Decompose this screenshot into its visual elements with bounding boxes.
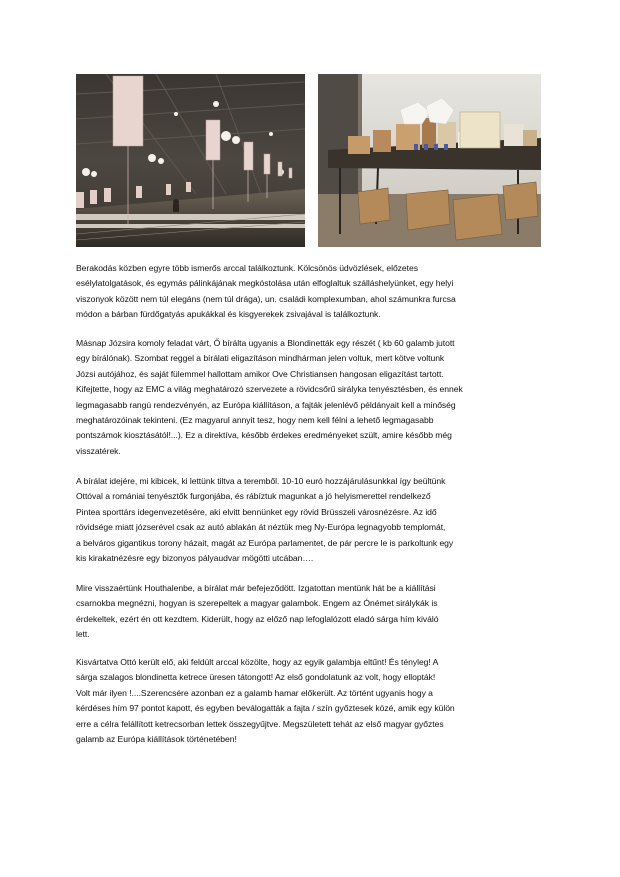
paragraph-line: Kifejtette, hogy az EMC a világ meghatározó szervezete a rövidcsőrű sirályka tenyésztésben, és ennek [76,384,463,395]
paragraph-line: Mire visszaértünk Houthalenbe, a bírálat már befejeződött. Izgatottan mentünk hát be a kiállítási [76,583,436,593]
paragraph-3 [76,474,546,566]
paragraph-line: Józsi autójához, és saját fülemmel hallottam amikor Ove Christiansen hangosan eligazítást tartott. [76,368,444,379]
paragraph-line: pontszámok kiosztásától!...). Ez a direktíva, később érdekes eredményeket szült, amire később még [76,430,452,441]
paragraph-line: lett. [76,629,90,640]
paragraph-line: a belváros gigantikus torony házait, magát az Európa parlamentet, de pár percre le is parkoltunk egy [76,537,454,548]
paragraph-line: rövidsége miatt józserével csak az autó ablakán át néztük meg Ny-Európa legnagyobb templomát, [76,522,446,533]
paragraph-line: esélylatolgatások, és egymás pálinkájának megkóstolása után elfoglaltuk szálláshelyünket, egy helyi [76,278,454,289]
paragraph-line: egy bírálónak). Szombat reggel a bírálati eligazításon mindhárman jelen voltuk, mert kötve voltunk [76,353,445,364]
paragraph-line: Berakodás közben egyre több ismerős arccal találkoztunk. Kölcsönös üdvözlések, előzetes [76,263,418,273]
paragraph-line: csarnokba megnézni, hogyan is szerepeltek a magyar galambok. Engem az Ónémet sirálykák is [76,598,438,609]
paragraph-line: viszonyok között nem túl elegáns (nem túl drága), un. családi komplexumban, ahol számunkra furcsa [76,293,456,304]
exhibition-hall-image [76,74,305,247]
supplies-table-image [318,74,541,247]
exhibition-hall-photo [76,74,305,247]
paragraph-line: legmagasabb rangú rendezvényén, az Európa kiállításon, a fajták jelenlévő példányait kell a minőség [76,399,456,410]
paragraph-2 [76,336,546,459]
paragraph-line: módon a bárban fürdőgatyás apukákkal és kisgyerekek zsivajával is találkoztunk. [76,309,381,320]
paragraph-line: Másnap Józsira komoly feladat várt, Ő bírálta ugyanis a Blondinetták egy részét ( kb 60 galamb jutott [76,338,455,348]
paragraph-line: A bírálat idejére, mi kibicek, ki lettünk tiltva a teremből. 10-10 euró hozzájárulásunkkal így beültünk [76,476,446,486]
paragraph-line: sárga szalagos blondinetta ketrece üresen tátongott! Az első gondolatunk az volt, hogy ellopták! [76,672,436,683]
paragraph-line: visszatérek. [76,445,121,456]
paragraph-4 [76,581,546,643]
paragraph-1 [76,261,546,323]
paragraph-line: kis kirakatnézésre egy bizonyos pályaudvar mögötti utcában…. [76,553,314,564]
paragraph-5 [76,655,546,747]
paragraph-line: Ottóval a romániai tenyésztők furgonjába, és rábíztuk magunkat a jó helyismerettel rendelkező [76,491,431,502]
paragraph-line: galamb az Európa kiállítások történetében! [76,734,237,745]
paragraph-line: kérdéses hím 97 pontot kapott, és egyben beválogatták a fajta / szín győztesek közé, amik egy külön [76,703,455,714]
paragraph-line: érdekeltek, ezért én ott kezdtem. Kiderült, hogy az előző nap lefoglalózott eladó sárga hím kiváló [76,613,439,624]
paragraph-line: Volt már ilyen !....Szerencsére azonban ez a galamb hamar előkerült. Az történt ugyanis hogy a [76,687,433,698]
paragraph-line: Kisvártatva Ottó került elő, aki feldúlt arccal közölte, hogy az egyik galambja eltűnt! És tényleg! A [76,657,439,667]
paragraph-line: Pintea sporttárs idegenvezetésére, aki elvitt bennünket egy rövid Brüsszeli városnézésre. Az idő [76,506,437,517]
paragraph-line: meghatározóinak tekinteni. (Ez magyarul annyit tesz, hogy nem kell félni a lehető legmagasabb [76,415,434,426]
supplies-table-photo [318,74,541,247]
paragraph-line: erre a célra felállított ketrecsorban lettek összegyűjtve. Megszületett tehát az első magyar győztes [76,718,444,729]
